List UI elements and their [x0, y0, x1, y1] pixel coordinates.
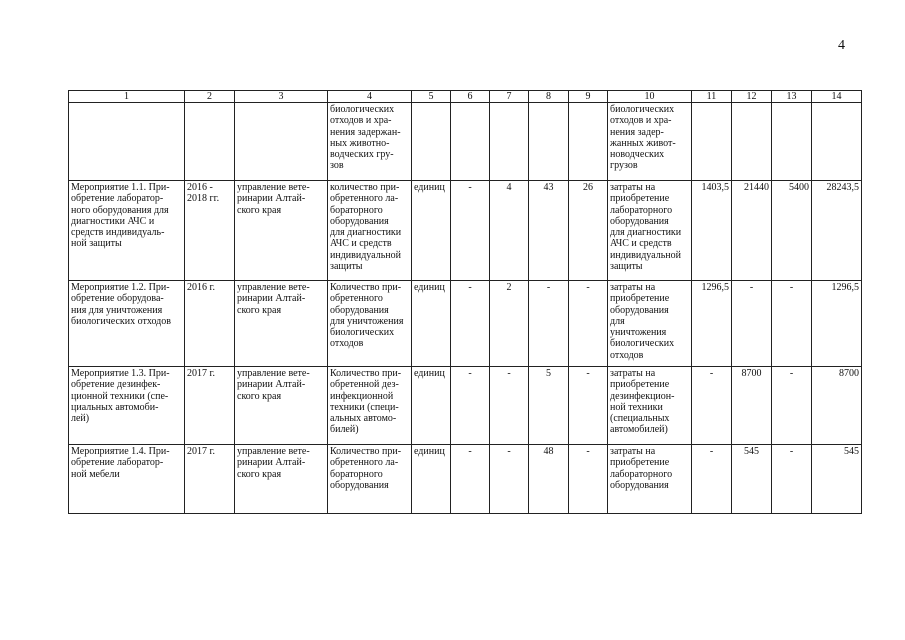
header-cell: 1	[69, 91, 185, 103]
cell-col9	[569, 103, 608, 181]
cell-indicator: Количество при- обретенной дез- инфекционной техники (специ- альных автомо- билей)	[328, 367, 412, 445]
cell-col8: -	[529, 281, 569, 367]
cell-indicator: биологических отходов и хра- нения задержан- ных животно- водческих гру- зов	[328, 103, 412, 181]
header-cell: 12	[732, 91, 772, 103]
cell-col11: 1296,5	[692, 281, 732, 367]
cell-executor: управление вете- ринарии Алтай- ского края	[235, 281, 328, 367]
cell-unit: единиц	[412, 445, 451, 514]
cell-period: 2017 г.	[185, 445, 235, 514]
measures-table	[68, 90, 862, 514]
cell-executor: управление вете- ринарии Алтай- ского края	[235, 181, 328, 281]
page-number: 4	[838, 38, 845, 53]
header-cell: 10	[608, 91, 692, 103]
cell-executor	[235, 103, 328, 181]
cell-col12: 21440	[732, 181, 772, 281]
cell-col14: 28243,5	[812, 181, 862, 281]
cell-col7	[490, 103, 529, 181]
cell-col12	[732, 103, 772, 181]
header-cell: 13	[772, 91, 812, 103]
cell-period: 2016 - 2018 гг.	[185, 181, 235, 281]
table-row-measure-1-4	[69, 445, 862, 514]
cell-col11: -	[692, 445, 732, 514]
cell-measure: Мероприятие 1.2. При- обретение оборудова- ния для уничтожения биологических отходов	[69, 281, 185, 367]
header-cell: 7	[490, 91, 529, 103]
cell-costs: биологических отходов и хра- нения задер- жанных живот- новодческих грузов	[608, 103, 692, 181]
table-row-measure-1-2	[69, 281, 862, 367]
cell-col8: 43	[529, 181, 569, 281]
cell-col6: -	[451, 367, 490, 445]
cell-period: 2017 г.	[185, 367, 235, 445]
cell-indicator: Количество при- обретенного ла- бораторного оборудования	[328, 445, 412, 514]
cell-col14: 545	[812, 445, 862, 514]
column-number-header	[69, 91, 862, 103]
cell-col11	[692, 103, 732, 181]
cell-col9: -	[569, 367, 608, 445]
header-cell: 5	[412, 91, 451, 103]
header-cell: 9	[569, 91, 608, 103]
header-cell: 6	[451, 91, 490, 103]
cell-col7: -	[490, 445, 529, 514]
cell-costs: затраты на приобретение оборудования для уничтожения биологических отходов	[608, 281, 692, 367]
cell-col13: -	[772, 367, 812, 445]
cell-col7: 2	[490, 281, 529, 367]
header-cell: 14	[812, 91, 862, 103]
cell-col6: -	[451, 445, 490, 514]
cell-unit: единиц	[412, 281, 451, 367]
cell-costs: затраты на приобретение лабораторного оборудования	[608, 445, 692, 514]
cell-col6	[451, 103, 490, 181]
cell-col12: 545	[732, 445, 772, 514]
header-cell: 3	[235, 91, 328, 103]
cell-col8: 5	[529, 367, 569, 445]
cell-period	[185, 103, 235, 181]
cell-col7: 4	[490, 181, 529, 281]
cell-col13: -	[772, 445, 812, 514]
cell-col8: 48	[529, 445, 569, 514]
cell-col9: -	[569, 281, 608, 367]
cell-executor: управление вете- ринарии Алтай- ского края	[235, 445, 328, 514]
cell-col7: -	[490, 367, 529, 445]
cell-indicator: количество при- обретенного ла- бораторного оборудования для диагностики АЧС и средств индивидуальной защиты	[328, 181, 412, 281]
cell-col6: -	[451, 281, 490, 367]
cell-executor: управление вете- ринарии Алтай- ского края	[235, 367, 328, 445]
cell-costs: затраты на приобретение дезинфекцион- ной техники (специальных автомобилей)	[608, 367, 692, 445]
cell-col13: -	[772, 281, 812, 367]
cell-col14: 8700	[812, 367, 862, 445]
cell-col9: 26	[569, 181, 608, 281]
cell-indicator: Количество при- обретенного оборудования для уничтожения биологических отходов	[328, 281, 412, 367]
table-row-measure-1-3	[69, 367, 862, 445]
table-row-continuation	[69, 103, 862, 181]
header-cell: 4	[328, 91, 412, 103]
cell-costs: затраты на приобретение лабораторного оборудования для диагностики АЧС и средств индивидуальной защиты	[608, 181, 692, 281]
cell-col11: -	[692, 367, 732, 445]
cell-col13	[772, 103, 812, 181]
cell-measure: Мероприятие 1.4. При- обретение лаборатор- ной мебели	[69, 445, 185, 514]
cell-col11: 1403,5	[692, 181, 732, 281]
cell-unit: единиц	[412, 181, 451, 281]
cell-col9: -	[569, 445, 608, 514]
cell-col14	[812, 103, 862, 181]
cell-unit: единиц	[412, 367, 451, 445]
table-row-measure-1-1	[69, 181, 862, 281]
cell-unit	[412, 103, 451, 181]
cell-col14: 1296,5	[812, 281, 862, 367]
cell-measure	[69, 103, 185, 181]
cell-col12: -	[732, 281, 772, 367]
cell-period: 2016 г.	[185, 281, 235, 367]
cell-col12: 8700	[732, 367, 772, 445]
cell-col13: 5400	[772, 181, 812, 281]
cell-col6: -	[451, 181, 490, 281]
cell-col8	[529, 103, 569, 181]
cell-measure: Мероприятие 1.1. При- обретение лаборатор- ного оборудования для диагностики АЧС и средств индивидуаль- ной защиты	[69, 181, 185, 281]
header-cell: 11	[692, 91, 732, 103]
cell-measure: Мероприятие 1.3. При- обретение дезинфек- ционной техники (спе- циальных автомоби- лей)	[69, 367, 185, 445]
header-cell: 8	[529, 91, 569, 103]
header-cell: 2	[185, 91, 235, 103]
